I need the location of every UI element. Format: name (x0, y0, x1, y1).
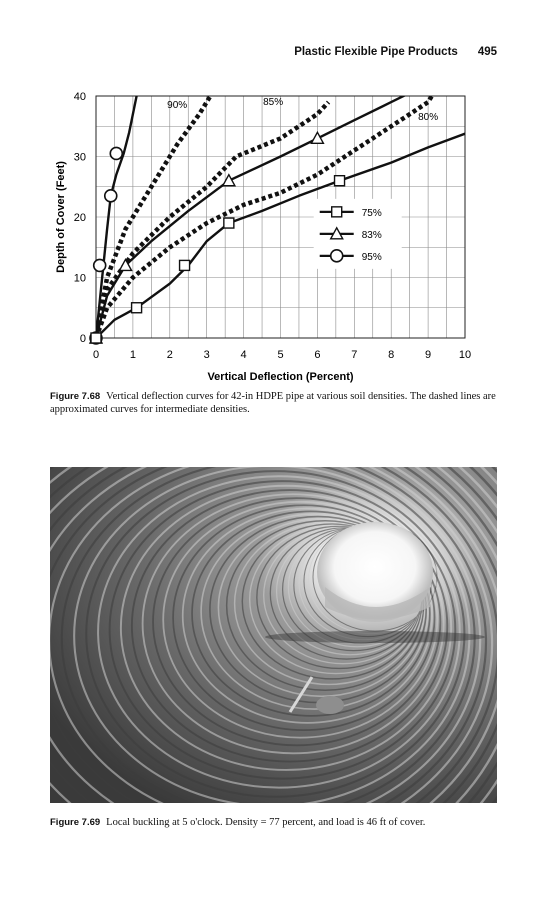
x-tick-label: 10 (458, 349, 472, 361)
y-tick-label: 40 (73, 91, 86, 103)
y-axis-label: Depth of Cover (Feet) (55, 161, 67, 273)
figure-68-label: Figure 7.68 (50, 391, 101, 402)
figure-69-caption (50, 816, 500, 829)
x-tick-label: 9 (425, 349, 432, 361)
legend-label: 75% (361, 207, 382, 219)
y-tick-label: 0 (79, 333, 86, 345)
data-point-75pct (180, 260, 190, 270)
y-tick-label: 20 (73, 212, 86, 224)
running-title: Plastic Flexible Pipe Products (294, 46, 458, 58)
figure-68-caption (50, 390, 500, 416)
y-tick-label: 30 (73, 151, 86, 164)
x-tick-label: 7 (351, 349, 358, 361)
pipe-interior-photo (50, 467, 497, 803)
x-tick-label: 5 (277, 349, 284, 361)
x-tick-label: 4 (240, 349, 247, 361)
legend-label: 83% (361, 229, 382, 241)
running-header (0, 46, 497, 58)
curves (96, 93, 469, 338)
x-tick-label: 3 (203, 349, 210, 361)
legend (314, 199, 402, 269)
deflection-chart (40, 80, 480, 385)
curve-label: 80% (418, 112, 439, 124)
deflection-chart-svg (40, 80, 480, 385)
data-point-75pct (132, 303, 142, 313)
x-tick-label: 2 (166, 349, 173, 361)
data-point-75pct (224, 218, 234, 228)
data-point-83pct (311, 132, 323, 143)
x-tick-label: 0 (92, 349, 100, 361)
data-point-83pct (223, 175, 235, 186)
pipe-photo-svg (50, 467, 497, 803)
figure-68-caption-text: Vertical deflection curves for 42-in HDPE pipe at various soil densities. The dashed lines are approximated curves for intermediate densities. (50, 391, 496, 415)
page-number: 495 (477, 46, 497, 58)
curve-label: 90% (167, 100, 188, 112)
x-tick-label: 8 (388, 349, 395, 361)
x-tick-label: 6 (314, 349, 321, 361)
figure-69-caption-text: Local buckling at 5 o'clock. Density = 77 percent, and load is 46 ft of cover. (106, 817, 426, 828)
grid (96, 96, 465, 338)
legend-label: 95% (361, 251, 382, 263)
y-tick-label: 10 (73, 272, 86, 285)
annotations (167, 97, 438, 123)
figure-69-label: Figure 7.69 (50, 817, 101, 828)
buckle-line (265, 631, 485, 643)
data-point-75pct (91, 333, 101, 343)
data-point-95pct (94, 259, 106, 271)
x-tick-label: 1 (129, 349, 136, 361)
data-point-95pct (110, 147, 122, 159)
data-point-75pct (335, 176, 345, 186)
axes (55, 91, 471, 383)
data-point-95pct (105, 190, 117, 202)
legend-marker (331, 250, 343, 262)
x-axis-label: Vertical Deflection (Percent) (207, 371, 354, 383)
legend-marker (332, 207, 342, 217)
curve-label: 85% (263, 97, 284, 109)
